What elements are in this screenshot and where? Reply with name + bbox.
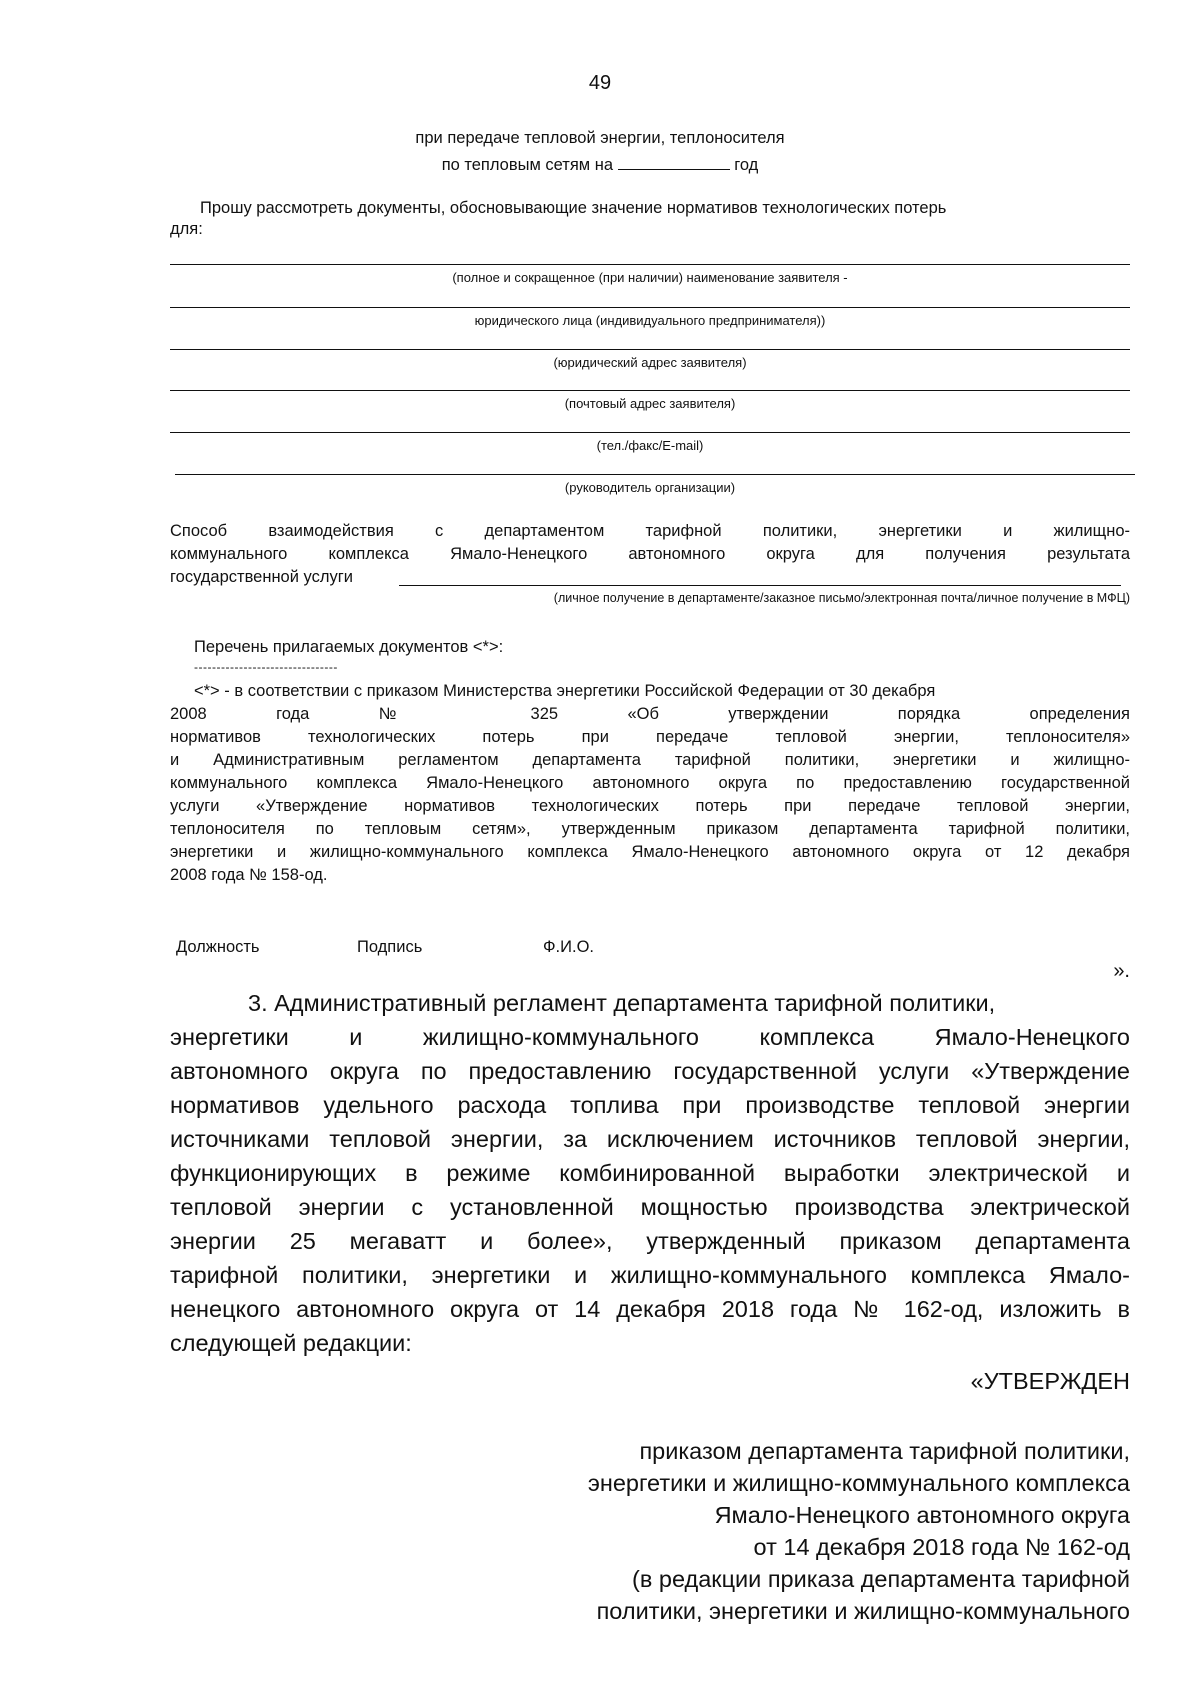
- interaction-line-1: Способ взаимодействия с департаментом тарифной политики, энергетики и жилищно-: [170, 522, 1130, 540]
- legal-address-line: [170, 349, 1130, 350]
- interaction-line-2: коммунального комплекса Ямало-Ненецкого автономного округа для получения результата: [170, 545, 1130, 563]
- request-line-2: для:: [170, 220, 203, 238]
- signature-position-label: Должность: [176, 938, 260, 956]
- section3-line-8: энергии 25 мегаватт и более», утвержденный приказом департамента: [170, 1228, 1130, 1254]
- contact-caption: (тел./факс/E-mail): [596, 438, 704, 453]
- approved-line-1: приказом департамента тарифной политики,: [639, 1438, 1130, 1464]
- footnote-line-9: 2008 года № 158-од.: [170, 866, 328, 884]
- section3-line-3: автономного округа по предоставлению государственной услуги «Утверждение: [170, 1058, 1130, 1084]
- section3-line-4: нормативов удельного расхода топлива при производстве тепловой энергии: [170, 1092, 1130, 1118]
- approved-heading: «УТВЕРЖДЕН: [970, 1368, 1130, 1394]
- footnote-line-8: энергетики и жилищно-коммунального комплекса Ямало-Ненецкого автономного округа от 12 декабря: [170, 843, 1130, 861]
- section3-line-1: 3. Административный регламент департамента тарифной политики,: [248, 990, 996, 1016]
- form-title-line-1: при передаче тепловой энергии, теплоносителя: [415, 129, 785, 147]
- section3-line-7: тепловой энергии с установленной мощностью производства электрической: [170, 1194, 1130, 1220]
- contact-line: [170, 432, 1130, 433]
- page-number: 49: [588, 72, 612, 94]
- signature-sign-label: Подпись: [357, 938, 423, 956]
- interaction-blank-line: [399, 585, 1121, 586]
- legal-address-caption: (юридический адрес заявителя): [553, 355, 747, 370]
- approved-line-6: политики, энергетики и жилищно-коммунального: [596, 1598, 1130, 1624]
- interaction-line-3: государственной услуги: [170, 568, 353, 586]
- request-line-1: Прошу рассмотреть документы, обосновывающие значение нормативов технологических потерь: [200, 199, 947, 217]
- director-line: [175, 474, 1135, 475]
- section3-line-5: источниками тепловой энергии, за исключением источников тепловой энергии,: [170, 1126, 1130, 1152]
- approved-line-2: энергетики и жилищно-коммунального комплекса: [587, 1470, 1130, 1496]
- footnote-line-6: услуги «Утверждение нормативов технологических потерь при передаче тепловой энергии,: [170, 797, 1130, 815]
- footnote-line-4: и Административным регламентом департамента тарифной политики, энергетики и жилищно-: [170, 751, 1130, 769]
- form-title-prefix: по тепловым сетям на: [441, 156, 613, 174]
- director-caption: (руководитель организации): [564, 480, 736, 495]
- interaction-caption: (личное получение в департаменте/заказное письмо/электронная почта/личное получение в МФЦ): [553, 591, 1130, 605]
- section3-line-11: следующей редакции:: [170, 1330, 412, 1356]
- section3-line-2: энергетики и жилищно-коммунального комплекса Ямало-Ненецкого: [170, 1024, 1130, 1050]
- section3-line-6: функционирующих в режиме комбинированной выработки электрической и: [170, 1160, 1130, 1186]
- postal-address-line: [170, 390, 1130, 391]
- section3-line-9: тарифной политики, энергетики и жилищно-коммунального комплекса Ямало-: [170, 1262, 1130, 1288]
- footnote-line-1: <*> - в соответствии с приказом Министерства энергетики Российской Федерации от 30 декабря: [194, 682, 936, 700]
- applicant-name-caption: (полное и сокращенное (при наличии) наименование заявителя -: [452, 270, 848, 285]
- footnote-line-5: коммунального комплекса Ямало-Ненецкого автономного округа по предоставлению государственной: [170, 774, 1130, 792]
- approved-line-3: Ямало-Ненецкого автономного округа: [714, 1502, 1130, 1528]
- attachments-label: Перечень прилагаемых документов <*>:: [194, 638, 504, 656]
- applicant-type-line: [170, 307, 1130, 308]
- closing-quote: ».: [1113, 960, 1130, 982]
- footnote-separator: --------------------------------: [194, 660, 338, 674]
- form-title-line-2: [0, 153, 1200, 175]
- year-blank-line: [618, 153, 730, 170]
- postal-address-caption: (почтовый адрес заявителя): [564, 396, 736, 411]
- applicant-name-line: [170, 264, 1130, 265]
- form-title-suffix: год: [734, 156, 759, 174]
- signature-name-label: Ф.И.О.: [543, 938, 594, 956]
- applicant-type-caption: юридического лица (индивидуального предпринимателя)): [474, 313, 826, 328]
- footnote-line-2: 2008 года № 325 «Об утверждении порядка определения: [170, 705, 1130, 723]
- footnote-line-3: нормативов технологических потерь при передаче тепловой энергии, теплоносителя»: [170, 728, 1130, 746]
- approved-line-5: (в редакции приказа департамента тарифной: [632, 1566, 1130, 1592]
- footnote-line-7: теплоносителя по тепловым сетям», утвержденным приказом департамента тарифной политики,: [170, 820, 1130, 838]
- approved-line-4: от 14 декабря 2018 года № 162-од: [753, 1534, 1130, 1560]
- section3-line-10: ненецкого автономного округа от 14 декабря 2018 года № 162-од, изложить в: [170, 1296, 1130, 1322]
